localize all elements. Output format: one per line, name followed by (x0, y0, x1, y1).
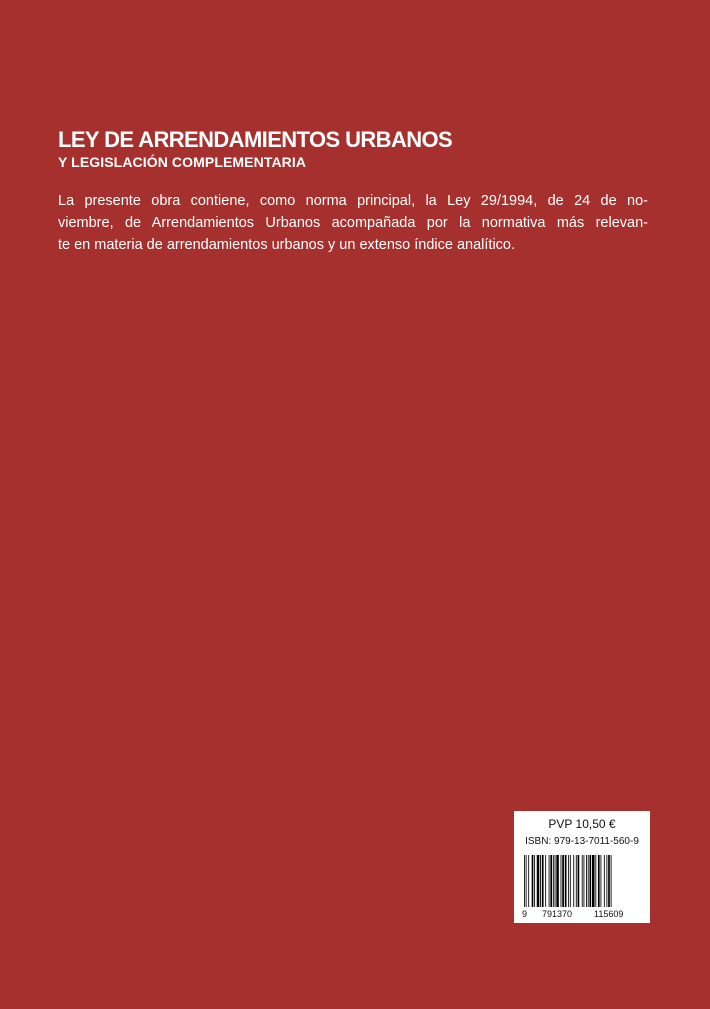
price-barcode-label (514, 811, 650, 923)
price-label: PVP 10,50 € (548, 817, 616, 831)
book-description (58, 190, 648, 256)
title-block (58, 127, 452, 171)
book-subtitle: Y LEGISLACIÓN COMPLEMENTARIA (58, 154, 307, 170)
barcode-digit-first: 9 (522, 909, 528, 919)
description-line: te en materia de arrendamientos urbanos y un extenso índice analítico. (58, 237, 516, 253)
barcode-digits-left: 791370 (542, 909, 573, 919)
barcode-image (522, 855, 642, 907)
book-title: LEY DE ARRENDAMIENTOS URBANOS (58, 127, 453, 152)
barcode-digits-right: 115609 (594, 909, 624, 919)
description-line: viembre, de Arrendamientos Urbanos acompañada por la normativa más relevan- (58, 215, 648, 231)
barcode-digits (522, 908, 642, 920)
description-line: La presente obra contiene, como norma principal, la Ley 29/1994, de 24 de no- (58, 193, 648, 209)
isbn-label: ISBN: 979-13-7011-560-9 (525, 836, 639, 847)
